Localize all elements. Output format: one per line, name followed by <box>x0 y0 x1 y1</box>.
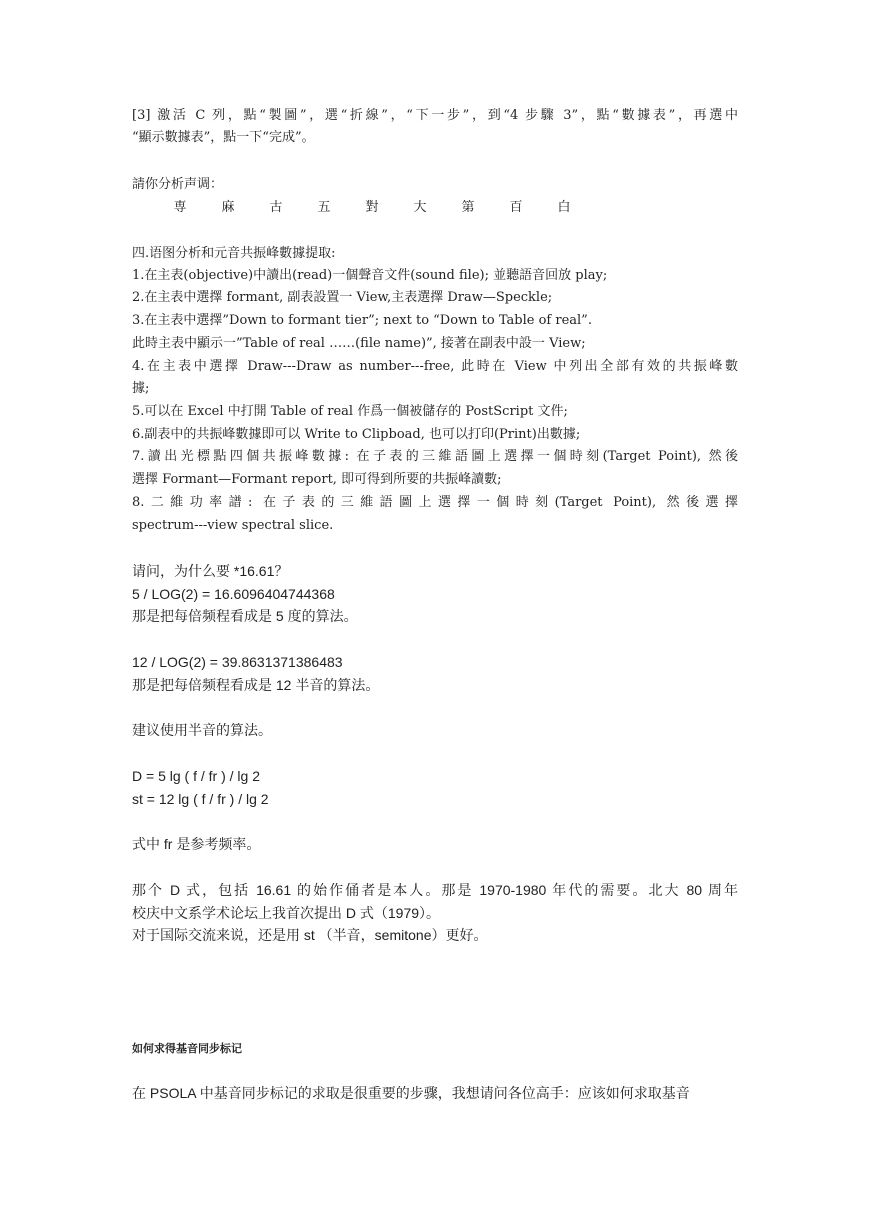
section4-step-5: 5.可以在 Excel 中打開 Table of real 作爲一個被儲存的 PostScript 文件; <box>132 404 568 419</box>
tone-char: 白 <box>557 200 571 215</box>
question-line: 请问，为什么要 *16.61？ <box>132 563 289 579</box>
section4-step-4: 4.在主表中選擇 Draw---Draw as number---free, 此時在 View 中列出全部有效的共振峰數 <box>132 359 738 374</box>
section4-step-7: 7.讀出光標點四個共振峰數據: 在子表的三維語圖上選擇一個時刻(Target Point), 然後 <box>132 449 738 464</box>
recommendation: 建议使用半音的算法。 <box>132 722 272 738</box>
equation-d: D = 5 lg ( f / fr ) / lg 2 <box>132 768 260 784</box>
step3-line-2: “顯示數據表”，點一下“完成”。 <box>132 130 315 145</box>
tone-char: 大 <box>413 200 427 215</box>
equation-st: st = 12 lg ( f / fr ) / lg 2 <box>132 791 269 807</box>
history-line-2: 校庆中文系学术论坛上我首次提出 D 式（1979）。 <box>132 905 441 921</box>
section4-step-2: 2.在主表中選擇 formant, 副表設置一 View,主表選擇 Draw—Speckle; <box>132 290 553 305</box>
section4-step-3-cont: 此時主表中顯示一”Table of real ……(file name)”, 接著在副表中設一 View; <box>132 336 586 351</box>
tone-char: 對 <box>365 200 379 215</box>
explain-5-degree: 那是把每倍频程看成是 5 度的算法。 <box>132 608 358 624</box>
section4-step-8-cont: spectrum---view spectral slice. <box>132 518 334 533</box>
section4-title: 四.语图分析和元音共振峰數據提取: <box>132 246 336 261</box>
tone-char: 五 <box>317 200 331 215</box>
fr-note: 式中 fr 是参考频率。 <box>132 836 261 852</box>
tone-char: 専 <box>173 200 187 215</box>
section4-step-4-cont: 據; <box>132 381 150 396</box>
formula-5-degree: 5 / LOG(2) = 16.6096404744368 <box>132 586 335 602</box>
section4-step-1: 1.在主表(objective)中讀出(read)一個聲音文件(sound file); 並聽語音回放 play; <box>132 268 608 283</box>
explain-12-semitone: 那是把每倍频程看成是 12 半音的算法。 <box>132 677 380 693</box>
history-line-3: 对于国际交流来说，还是用 st （半音，semitone）更好。 <box>132 927 488 943</box>
section4-step-8: 8.二維功率譜: 在子表的三維語圖上選擇一個時刻(Target Point), 然後選擇 <box>132 495 738 510</box>
section4-step-3: 3.在主表中選擇”Down to formant tier”; next to “Down to Table of real”. <box>132 313 592 328</box>
tone-char: 麻 <box>221 200 235 215</box>
tone-char: 第 <box>461 200 475 215</box>
section4-step-7-cont: 選擇 Formant—Formant report, 即可得到所要的共振峰讀數; <box>132 472 502 487</box>
tone-char: 古 <box>269 200 283 215</box>
tone-prompt: 請你分析声调： <box>132 177 224 192</box>
section4-step-6: 6.副表中的共振峰數據即可以 Write to Clipboad, 也可以打印(Print)出數據; <box>132 427 581 442</box>
psola-heading: 如何求得基音同步标记 <box>132 1042 242 1055</box>
history-line-1: 那个 D 式，包括 16.61 的始作俑者是本人。那是 1970-1980 年代的需要。北大 80 周年 <box>132 882 738 898</box>
formula-12-semitone: 12 / LOG(2) = 39.8631371386483 <box>132 654 343 670</box>
tone-char-list <box>172 197 572 219</box>
tone-char: 百 <box>509 200 523 215</box>
psola-paragraph: 在 PSOLA 中基音同步标记的求取是很重要的步骤，我想请问各位高手：应该如何求取基音 <box>132 1085 690 1101</box>
step3-line-1: [3] 激活 C 列，點“製圖”，選“折線”，“下一步”，到“4 步驟 3”，點“數據表”，再選中 <box>132 108 738 123</box>
